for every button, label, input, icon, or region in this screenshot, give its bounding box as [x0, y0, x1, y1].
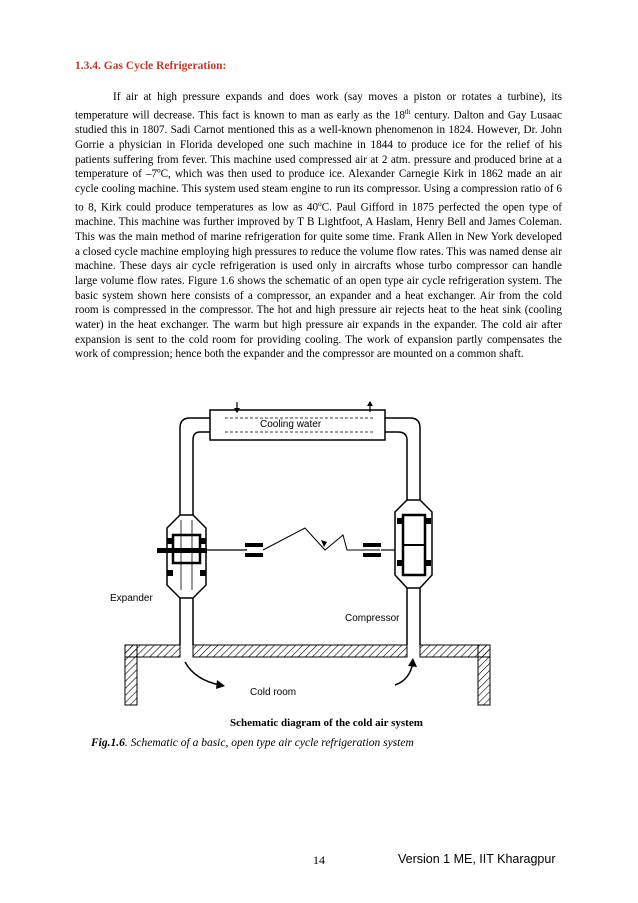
- superscript-degree: o: [318, 199, 322, 208]
- cooling-water-label: Cooling water: [260, 419, 322, 430]
- compressor: [395, 500, 432, 588]
- cold-air-system-diagram: [95, 400, 515, 730]
- figure-number: Fig.1.6: [91, 737, 125, 749]
- figure-inner-caption: Schematic diagram of the cold air system: [230, 717, 423, 729]
- figure-caption-text: . Schematic of a basic, open type air cycle refrigeration system: [124, 737, 414, 749]
- paragraph-text-2: century. Dalton and Gay Lusaac studied this in 1807. Sadi Carnot mentioned this as a well-known phenomenon in 1824. However, Dr. John Gorrie a physician in Florida developed one such machine in 1844 to produce ice for the relief of his patients suffering from fever. This machine used compressed air at 2 atm. pressure and produced brine at a temperature of –7ºC, which was then used to produce ice. Alexander Carnegie Kirk in 1862 made an air cycle cooling machine. This system used steam engine to run its compressor. Using a compression ratio of 6 to 8, Kirk could produce temperatures as low as 40: [75, 109, 562, 214]
- superscript-th: th: [404, 107, 411, 116]
- paragraph-text-3: C. Paul Gifford in 1875 perfected the open type of machine. This machine was further improved by T B Lightfoot, A Haslam, Henry Bell and James Coleman. This was the main method of marine refrigeration for quite some time. Frank Allen in New York developed a closed cycle machine employing high pressures to reduce the volume flow rates. This was named dense air machine. These days air cycle refrigeration is used only in aircrafts whose turbo compressor can handle large volume flow rates. Figure 1.6 shows the schematic of an open type air cycle refrigeration system. The basic system shown here consists of a compressor, an expander and a heat exchanger. Air from the cold room is compressed in the compressor. The hot and high pressure air rejects heat to the heat sink (cooling water) in the heat exchanger. The warm but high pressure air expands in the expander. The cold air after expansion is sent to the cold room for providing cooling. The work of expansion partly compensates the work of compression; hence both the expander and the compressor are mounted on a common shaft.: [75, 201, 562, 361]
- version-footer: Version 1 ME, IIT Kharagpur: [398, 852, 556, 866]
- compressor-label: Compressor: [345, 613, 400, 624]
- cold-room-label: Cold room: [250, 687, 297, 698]
- cold-room: [125, 645, 490, 705]
- expander: [157, 515, 207, 598]
- figure-caption: [91, 737, 414, 749]
- expander-label: Expander: [110, 593, 153, 604]
- section-heading: 1.3.4. Gas Cycle Refrigeration:: [75, 60, 227, 72]
- paragraph-text-1: If air at high pressure expands and does work (say moves a piston or rotates a turbine), its temperature will decrease. This fact is known to man as early as the 18: [75, 91, 562, 122]
- page-number: 14: [313, 853, 325, 867]
- schematic-figure: [95, 400, 515, 730]
- body-paragraph: [75, 90, 562, 362]
